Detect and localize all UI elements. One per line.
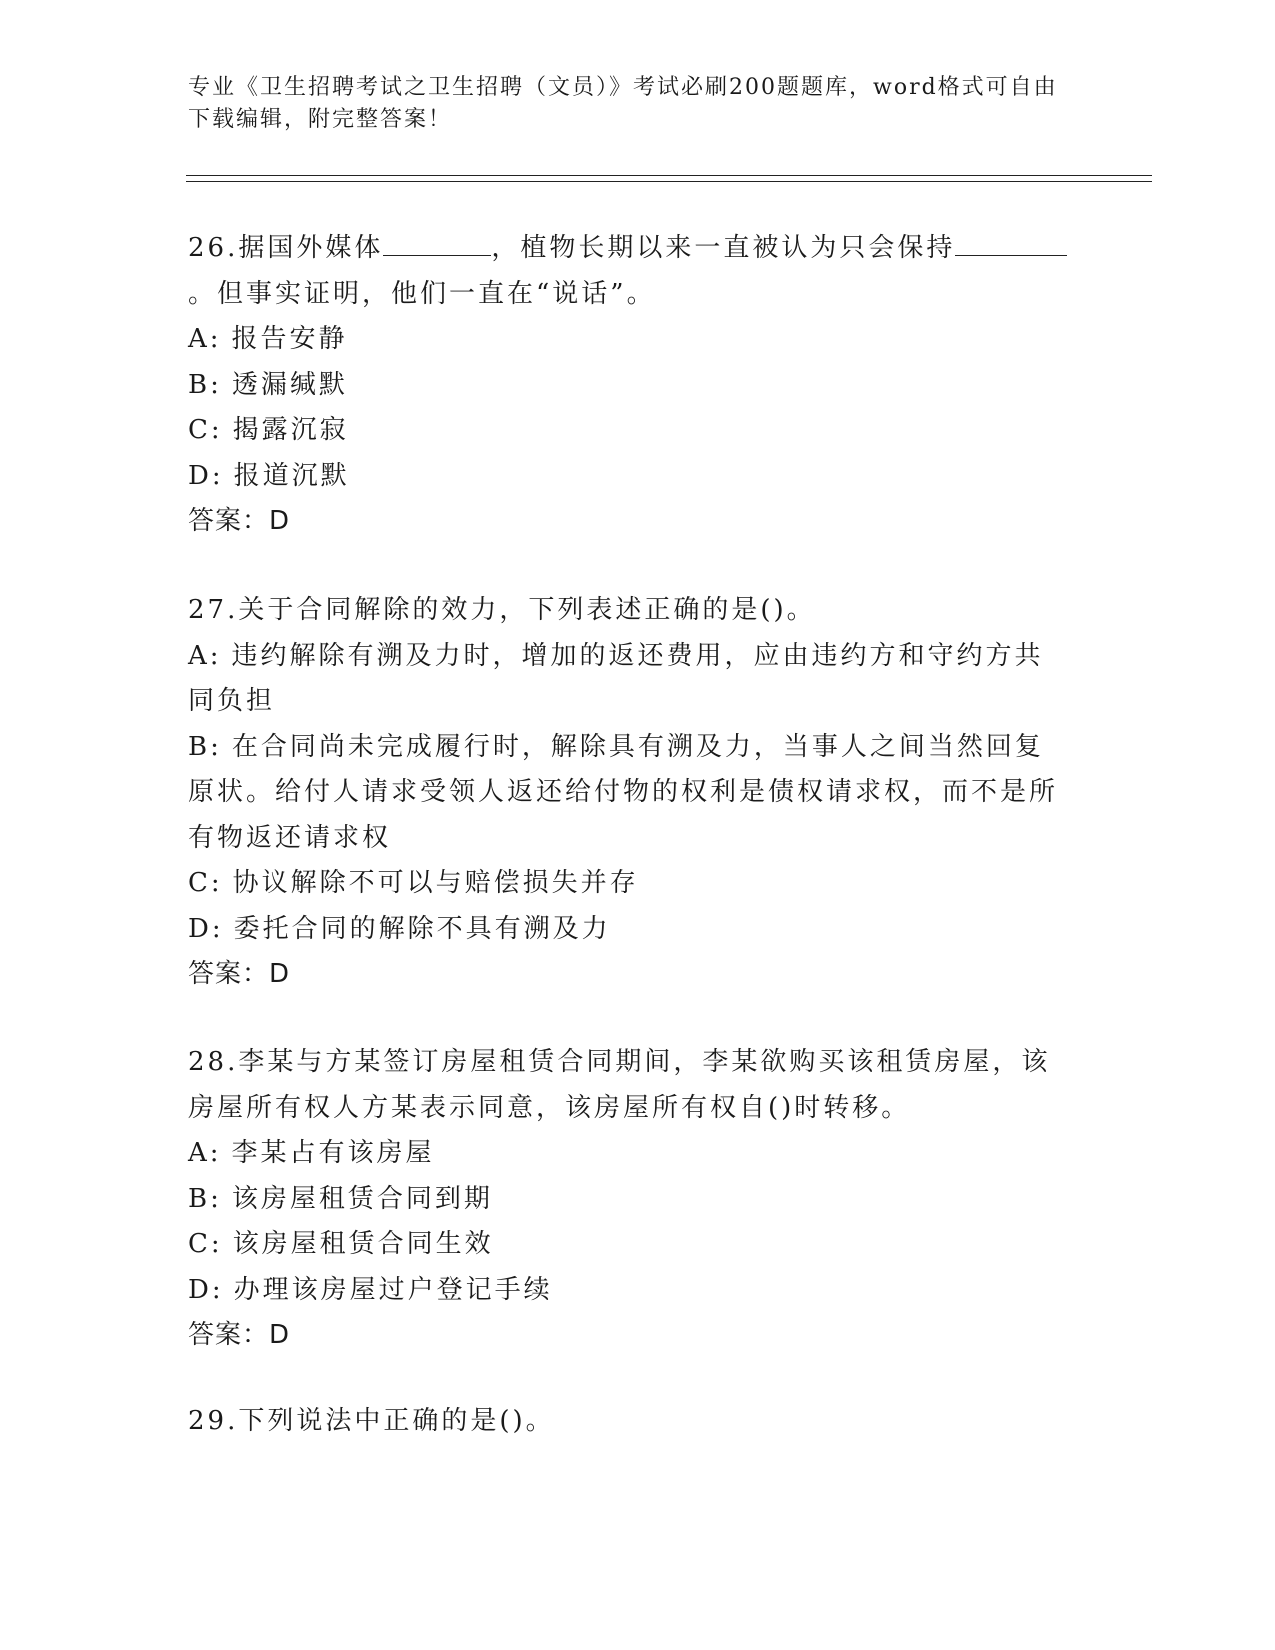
stem-part-1: 26.据国外媒体 <box>188 233 384 263</box>
stem-part-3: 。但事实证明，他们一直在“说话”。 <box>188 278 656 309</box>
option-letter: A: <box>188 640 222 671</box>
question-26 <box>188 226 1068 545</box>
option-text: 报道沉默 <box>233 460 350 491</box>
question-stem: 29.下列说法中正确的是()。 <box>188 1406 555 1436</box>
document-header: 专业《卫生招聘考试之卫生招聘（文员）》考试必刷200题题库，word格式可自由下载编辑，附完整答案！ <box>188 75 1058 132</box>
question-28 <box>188 1040 1068 1359</box>
option-b <box>188 363 1068 409</box>
question-27 <box>188 588 1068 998</box>
stem-part-2: ，植物长期以来一直被认为只会保持 <box>491 233 956 263</box>
option-c <box>188 861 1068 907</box>
option-letter: A: <box>188 1138 222 1168</box>
option-text: 协议解除不可以与赔偿损失并存 <box>232 868 639 898</box>
option-b <box>188 725 1068 862</box>
answer-line: 答案：D <box>188 959 291 989</box>
option-d <box>188 907 1068 953</box>
header-rule-bottom <box>186 181 1152 182</box>
option-text: 违约解除有溯及力时，增加的返还费用，应由违约方和守约方共同负担 <box>188 640 1044 716</box>
option-c <box>188 1222 1068 1268</box>
option-letter: C: <box>188 415 223 445</box>
option-text: 该房屋租赁合同到期 <box>231 1183 493 1214</box>
option-text: 委托合同的解除不具有溯及力 <box>233 913 611 944</box>
option-text: 李某占有该房屋 <box>231 1138 435 1168</box>
fill-blank <box>955 233 1067 256</box>
option-d <box>188 454 1068 500</box>
option-text: 报告安静 <box>231 324 348 354</box>
option-b <box>188 1177 1068 1223</box>
option-text: 在合同尚未完成履行时，解除具有溯及力，当事人之间当然回复原状。给付人请求受领人返还给付物的权利是债权请求权，而不是所有物返还请求权 <box>188 731 1059 853</box>
option-d <box>188 1268 1068 1314</box>
option-letter: B: <box>188 731 222 762</box>
option-text: 该房屋租赁合同生效 <box>232 1229 494 1259</box>
option-letter: D: <box>188 460 224 491</box>
option-letter: B: <box>188 1183 222 1214</box>
option-letter: A: <box>188 324 222 354</box>
option-a <box>188 634 1068 725</box>
option-text: 揭露沉寂 <box>232 415 349 445</box>
option-letter: C: <box>188 868 223 898</box>
question-stem: 27.关于合同解除的效力，下列表述正确的是()。 <box>188 595 816 625</box>
option-letter: C: <box>188 1229 223 1259</box>
option-a <box>188 1131 1068 1177</box>
option-letter: D: <box>188 913 224 944</box>
header-rule-top <box>186 175 1152 176</box>
answer-line: 答案：D <box>188 506 291 536</box>
question-stem <box>188 226 1068 317</box>
option-letter: D: <box>188 1274 224 1305</box>
option-a <box>188 317 1068 363</box>
option-text: 透漏缄默 <box>231 369 348 400</box>
answer-line: 答案：D <box>188 1320 291 1350</box>
fill-blank <box>383 233 491 256</box>
question-29 <box>188 1399 1068 1445</box>
option-text: 办理该房屋过户登记手续 <box>233 1274 553 1305</box>
question-stem: 28.李某与方某签订房屋租赁合同期间，李某欲购买该租赁房屋，该房屋所有权人方某表示同意，该房屋所有权自()时转移。 <box>188 1047 1051 1123</box>
option-c <box>188 408 1068 454</box>
option-letter: B: <box>188 369 222 400</box>
